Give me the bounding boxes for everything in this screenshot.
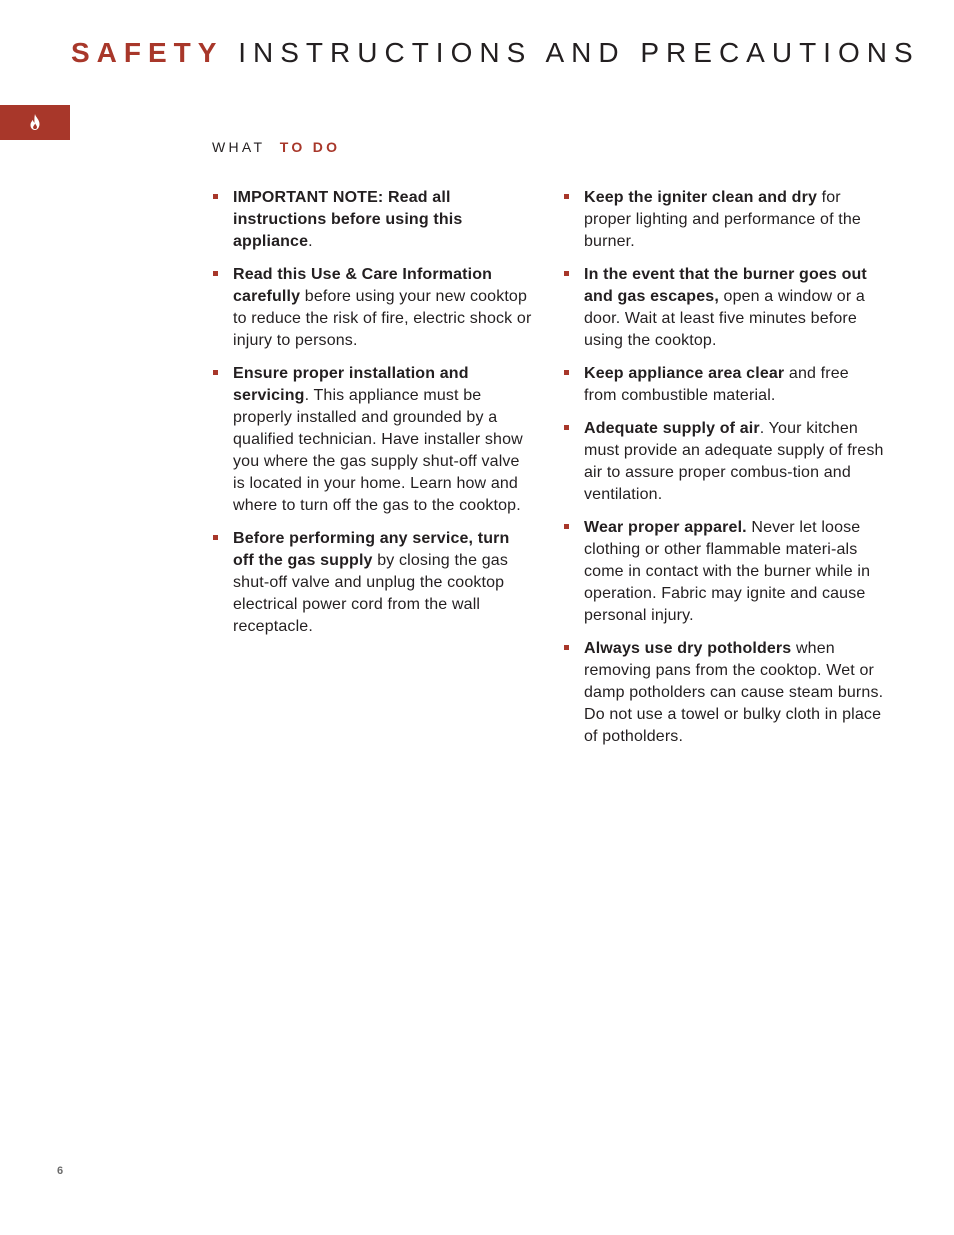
instruction-item	[563, 187, 885, 253]
right-instruction-list	[563, 187, 885, 759]
instruction-item	[563, 363, 885, 407]
instruction-item	[212, 187, 532, 253]
instruction-lead: Adequate supply of air	[584, 420, 760, 437]
instruction-lead: Ensure proper installation and servicing	[233, 365, 469, 404]
section-heading-accent: TO DO	[279, 139, 341, 155]
bullet-icon	[564, 271, 569, 276]
bullet-icon	[564, 524, 569, 529]
title-accent: SAFETY	[71, 37, 224, 68]
flame-icon	[29, 114, 41, 130]
instruction-text: for proper lighting and performance of the burner.	[584, 189, 861, 250]
bullet-icon	[564, 370, 569, 375]
bullet-icon	[213, 194, 218, 199]
bullet-icon	[213, 271, 218, 276]
bullet-icon	[564, 194, 569, 199]
instruction-item	[563, 264, 885, 352]
page-number: 6	[57, 1165, 64, 1177]
left-instruction-list	[212, 187, 532, 649]
instruction-text: .	[308, 233, 313, 250]
bullet-icon	[213, 370, 218, 375]
instruction-lead: In the event that the burner goes out and gas escapes,	[584, 266, 867, 305]
instruction-item	[563, 517, 885, 627]
section-heading	[212, 138, 340, 156]
instruction-text: by closing the gas shut-off valve and unplug the cooktop electrical power cord from the wall receptacle.	[233, 552, 508, 635]
page-title	[71, 36, 920, 70]
instruction-text: . This appliance must be properly installed and grounded by a qualified technician. Have installer show you where the gas supply shut-off valve is located in your home. Learn how and where to turn off the gas to the cooktop.	[233, 387, 523, 514]
section-tab	[0, 105, 70, 140]
instruction-item	[212, 528, 532, 638]
bullet-icon	[213, 535, 218, 540]
instruction-lead: Always use dry potholders	[584, 640, 792, 657]
instruction-text: Never let loose clothing or other flammable materi-als come in contact with the burner while in operation. Fabric may ignite and cause personal injury.	[584, 519, 871, 624]
instruction-lead: Read this Use & Care Information carefully	[233, 266, 493, 305]
instruction-text: and free from combustible material.	[584, 365, 849, 404]
instruction-text: . Your kitchen must provide an adequate supply of fresh air to assure proper combus-tion and ventilation.	[584, 420, 884, 503]
instruction-text: before using your new cooktop to reduce the risk of fire, electric shock or injury to persons.	[233, 288, 532, 349]
instruction-lead: Before performing any service, turn off the gas supply	[233, 530, 510, 569]
title-rest: INSTRUCTIONS AND PRECAUTIONS	[238, 37, 920, 68]
instruction-lead: Keep the igniter clean and dry	[584, 189, 817, 206]
instruction-text: open a window or a door. Wait at least five minutes before using the cooktop.	[584, 288, 865, 349]
instruction-item	[212, 264, 532, 352]
instruction-item	[563, 638, 885, 748]
bullet-icon	[564, 425, 569, 430]
instruction-lead: IMPORTANT NOTE: Read all instructions before using this appliance	[233, 189, 463, 250]
instruction-lead: Keep appliance area clear	[584, 365, 785, 382]
instruction-lead: Wear proper apparel.	[584, 519, 747, 536]
bullet-icon	[564, 645, 569, 650]
instruction-item	[563, 418, 885, 506]
section-heading-plain: WHAT	[212, 139, 266, 155]
instruction-item	[212, 363, 532, 517]
instruction-text: when removing pans from the cooktop. Wet or damp potholders can cause steam burns. Do not use a towel or bulky cloth in place of potholders.	[584, 640, 884, 745]
